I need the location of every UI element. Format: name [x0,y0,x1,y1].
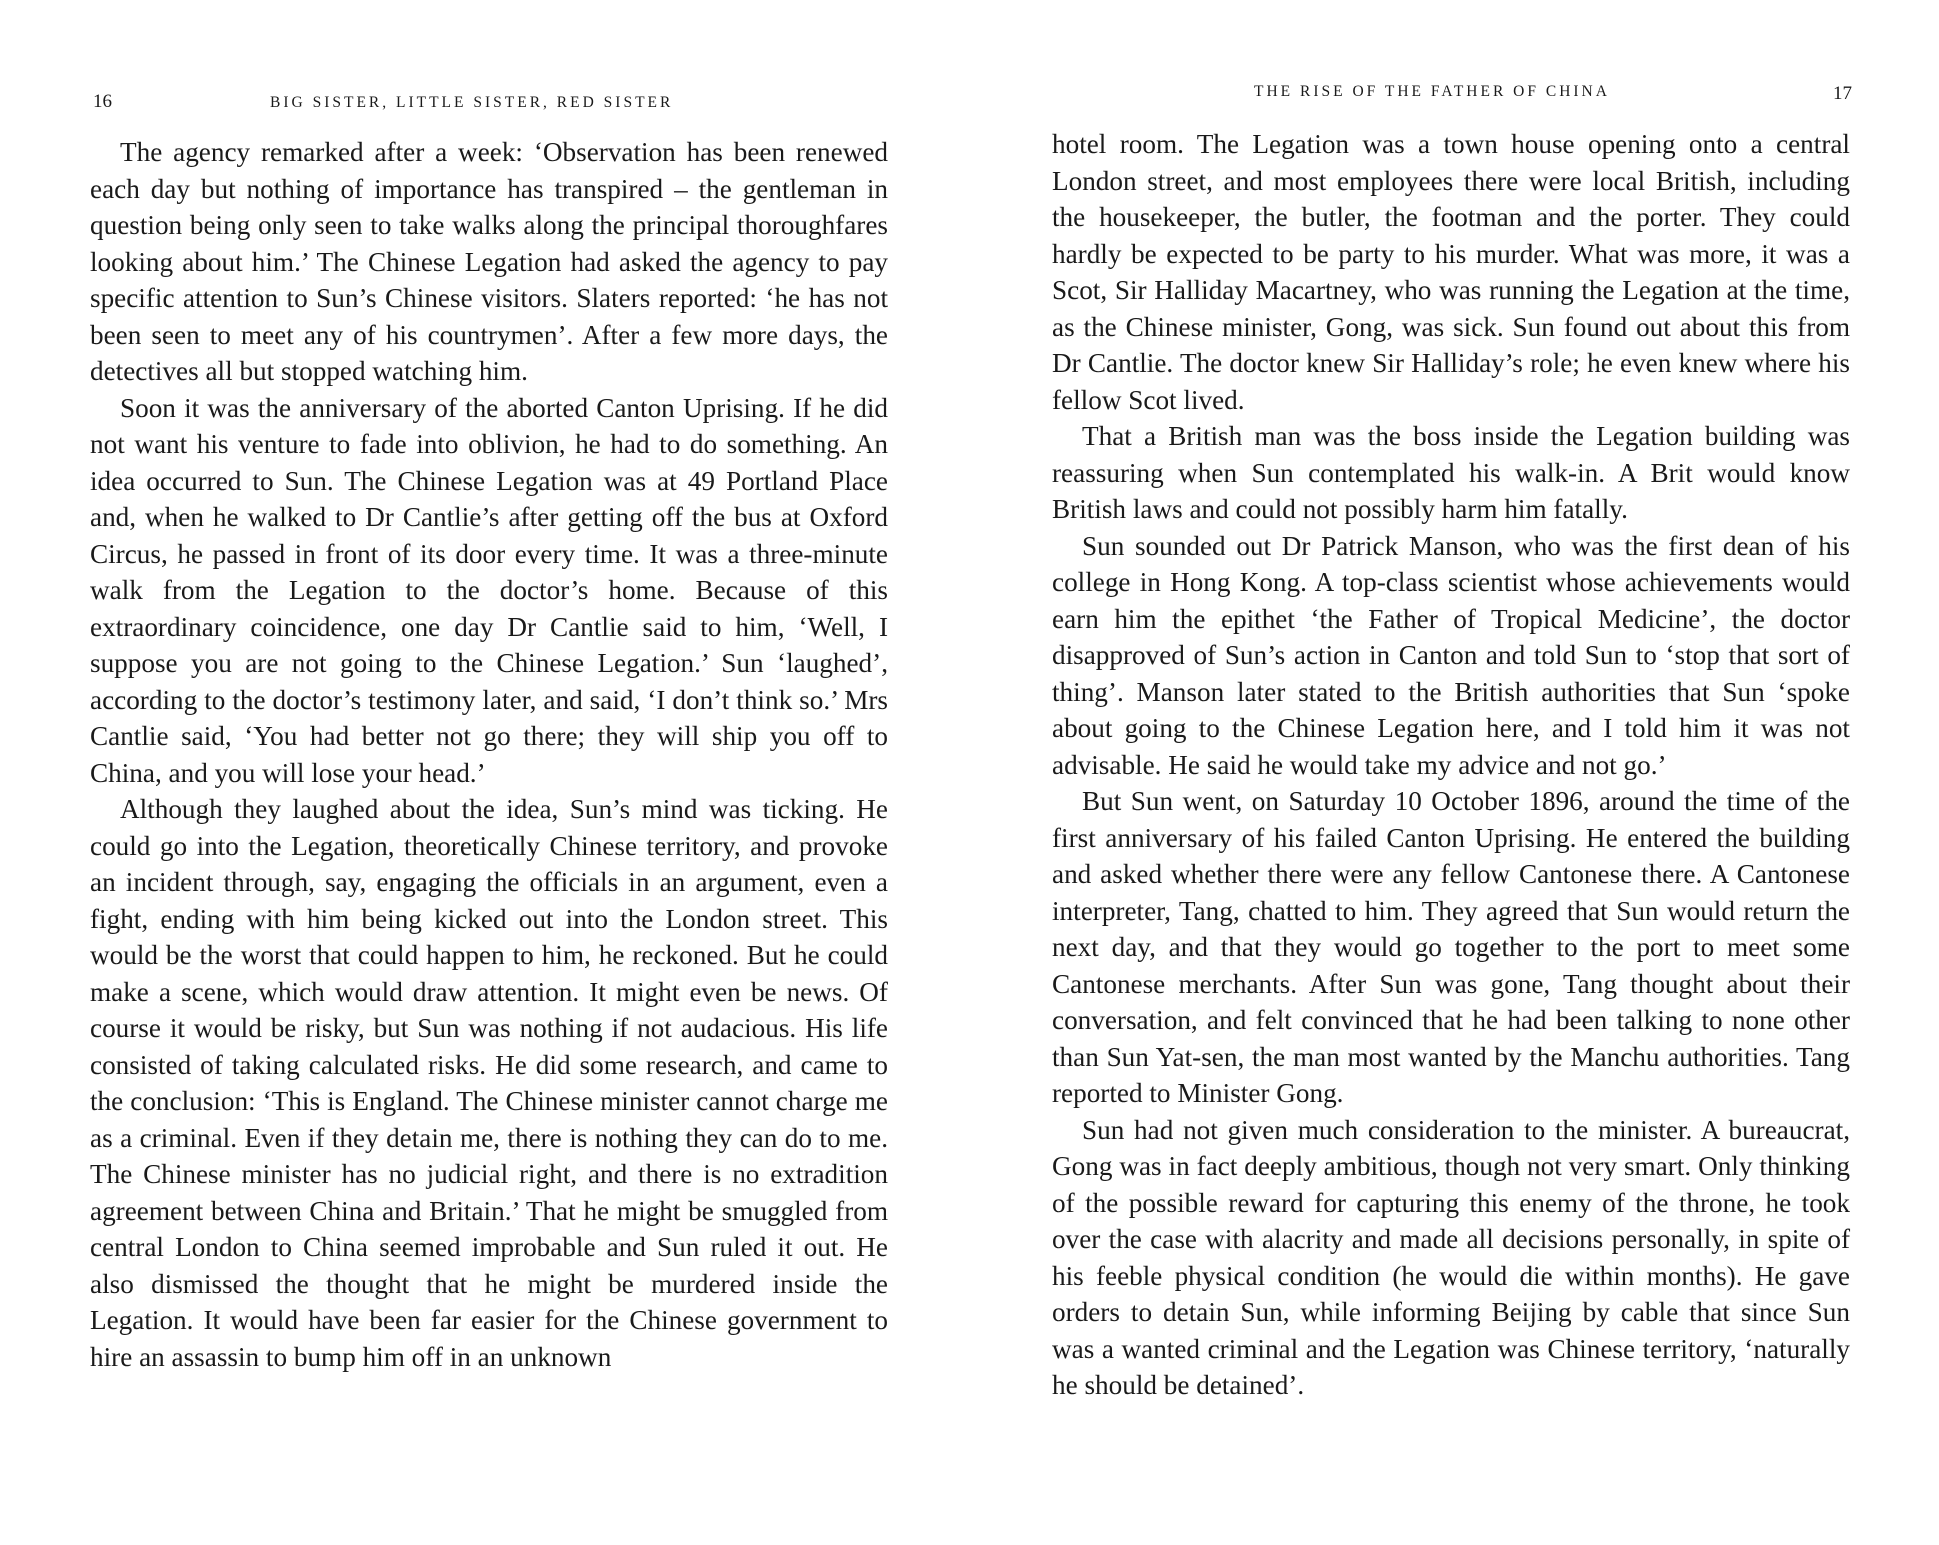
body-text [90,134,888,1375]
body-text [1052,126,1850,1404]
paragraph: Sun sounded out Dr Patrick Manson, who was the first dean of his college in Hong Kong. A top-class scientist whose achievements would earn him the epithet ‘the Father of Tropical Medicine’, the doctor disapproved of Sun’s action in Canton and told Sun to ‘stop that sort of thing’. Manson later stated to the British authorities that Sun ‘spoke about going to the Chinese Legation here, and I told him it was not advisable. He said he would take my advice and not go.’ [1052,530,1850,780]
paragraph: The agency remarked after a week: ‘Observation has been renewed each day but nothing of importance has transpired – the gentleman in question being only seen to take walks along the principal thoroughfares looking about him.’ The Chinese Legation had asked the agency to pay specific attention to Sun’s Chinese visitors. Slaters reported: ‘he has not been seen to meet any of his countrymen’. After a few more days, the detectives all but stopped watching him. [90,137,888,386]
page-number: 16 [93,91,112,112]
paragraph: Sun had not given much consideration to the minister. A bureaucrat, Gong was in fact deeply ambitious, though not very smart. Only thinking of the possible reward for capturing this enemy of the throne, he took over the case with alacrity and made all decisions personally, in spite of his feeble physical condition (he would die within months). He gave orders to detain Sun, while informing Beijing by cable that since Sun was a wanted criminal and the Legation was Chinese territory, ‘naturally he should be detained’. [1052,1114,1850,1400]
paragraph: Soon it was the anniversary of the aborted Canton Uprising. If he did not want his venture to fade into oblivion, he had to do something. An idea occurred to Sun. The Chinese Legation was at 49 Portland Place and, when he walked to Dr Cantlie’s after getting off the bus at Oxford Circus, he passed in front of its door every time. It was a three-minute walk from the Legation to the doctor’s home. Because of this extraordinary coincidence, one day Dr Cantlie said to him, ‘Well, I suppose you are not going to the Chinese Legation.’ Sun ‘laughed’, according to the doctor’s testimony later, and said, ‘I don’t think so.’ Mrs Cantlie said, ‘You had better not go there; they will ship you off to China, and you will lose your head.’ [90,392,888,788]
left-page [0,0,969,1545]
page-number: 17 [1833,83,1852,104]
running-head: BIG SISTER, LITTLE SISTER, RED SISTER [270,94,674,111]
paragraph: That a British man was the boss inside the Legation building was reassuring when Sun contemplated his walk-in. A Brit would know British laws and could not possibly harm him fatally. [1052,421,1850,524]
paragraph-continued: hotel room. The Legation was a town house opening onto a central London street, and most employees there were local British, including the housekeeper, the butler, the footman and the porter. They could hardly be expected to be party to his murder. What was more, it was a Scot, Sir Halliday Macartney, who was running the Legation at the time, as the Chinese minister, Gong, was sick. Sun found out about this from Dr Cantlie. The doctor knew Sir Halliday’s role; he even knew where his fellow Scot lived. [1052,129,1850,415]
paragraph: But Sun went, on Saturday 10 October 1896, around the time of the first anniversary of his failed Canton Uprising. He entered the building and asked whether there were any fellow Cantonese there. A Cantonese interpreter, Tang, chatted to him. They agreed that Sun would return the next day, and that they would go together to the port to meet some Cantonese merchants. After Sun was gone, Tang thought about their conversation, and felt convinced that he had been talking to none other than Sun Yat-sen, the man most wanted by the Manchu authorities. Tang reported to Minister Gong. [1052,786,1850,1108]
paragraph: Although they laughed about the idea, Sun’s mind was ticking. He could go into the Legation, theoretically Chinese territory, and provoke an incident through, say, engaging the officials in an argument, even a fight, ending with him being kicked out into the London street. This would be the worst that could happen to him, he reckoned. But he could make a scene, which would draw attention. It might even be news. Of course it would be risky, but Sun was nothing if not audacious. His life consisted of taking calculated risks. He did some research, and came to the conclusion: ‘This is England. The Chinese minister cannot charge me as a criminal. Even if they detain me, there is nothing they can do to me. The Chinese minister has no judicial right, and there is no extradition agreement between China and Britain.’ That he might be smuggled from central London to China seemed improbable and Sun ruled it out. He also dismissed the thought that he might be murdered inside the Legation. It would have been far easier for the Chinese government to hire an assassin to bump him off in an unknown [90,794,888,1372]
running-head: THE RISE OF THE FATHER OF CHINA [1254,83,1610,100]
right-page [969,0,1939,1545]
